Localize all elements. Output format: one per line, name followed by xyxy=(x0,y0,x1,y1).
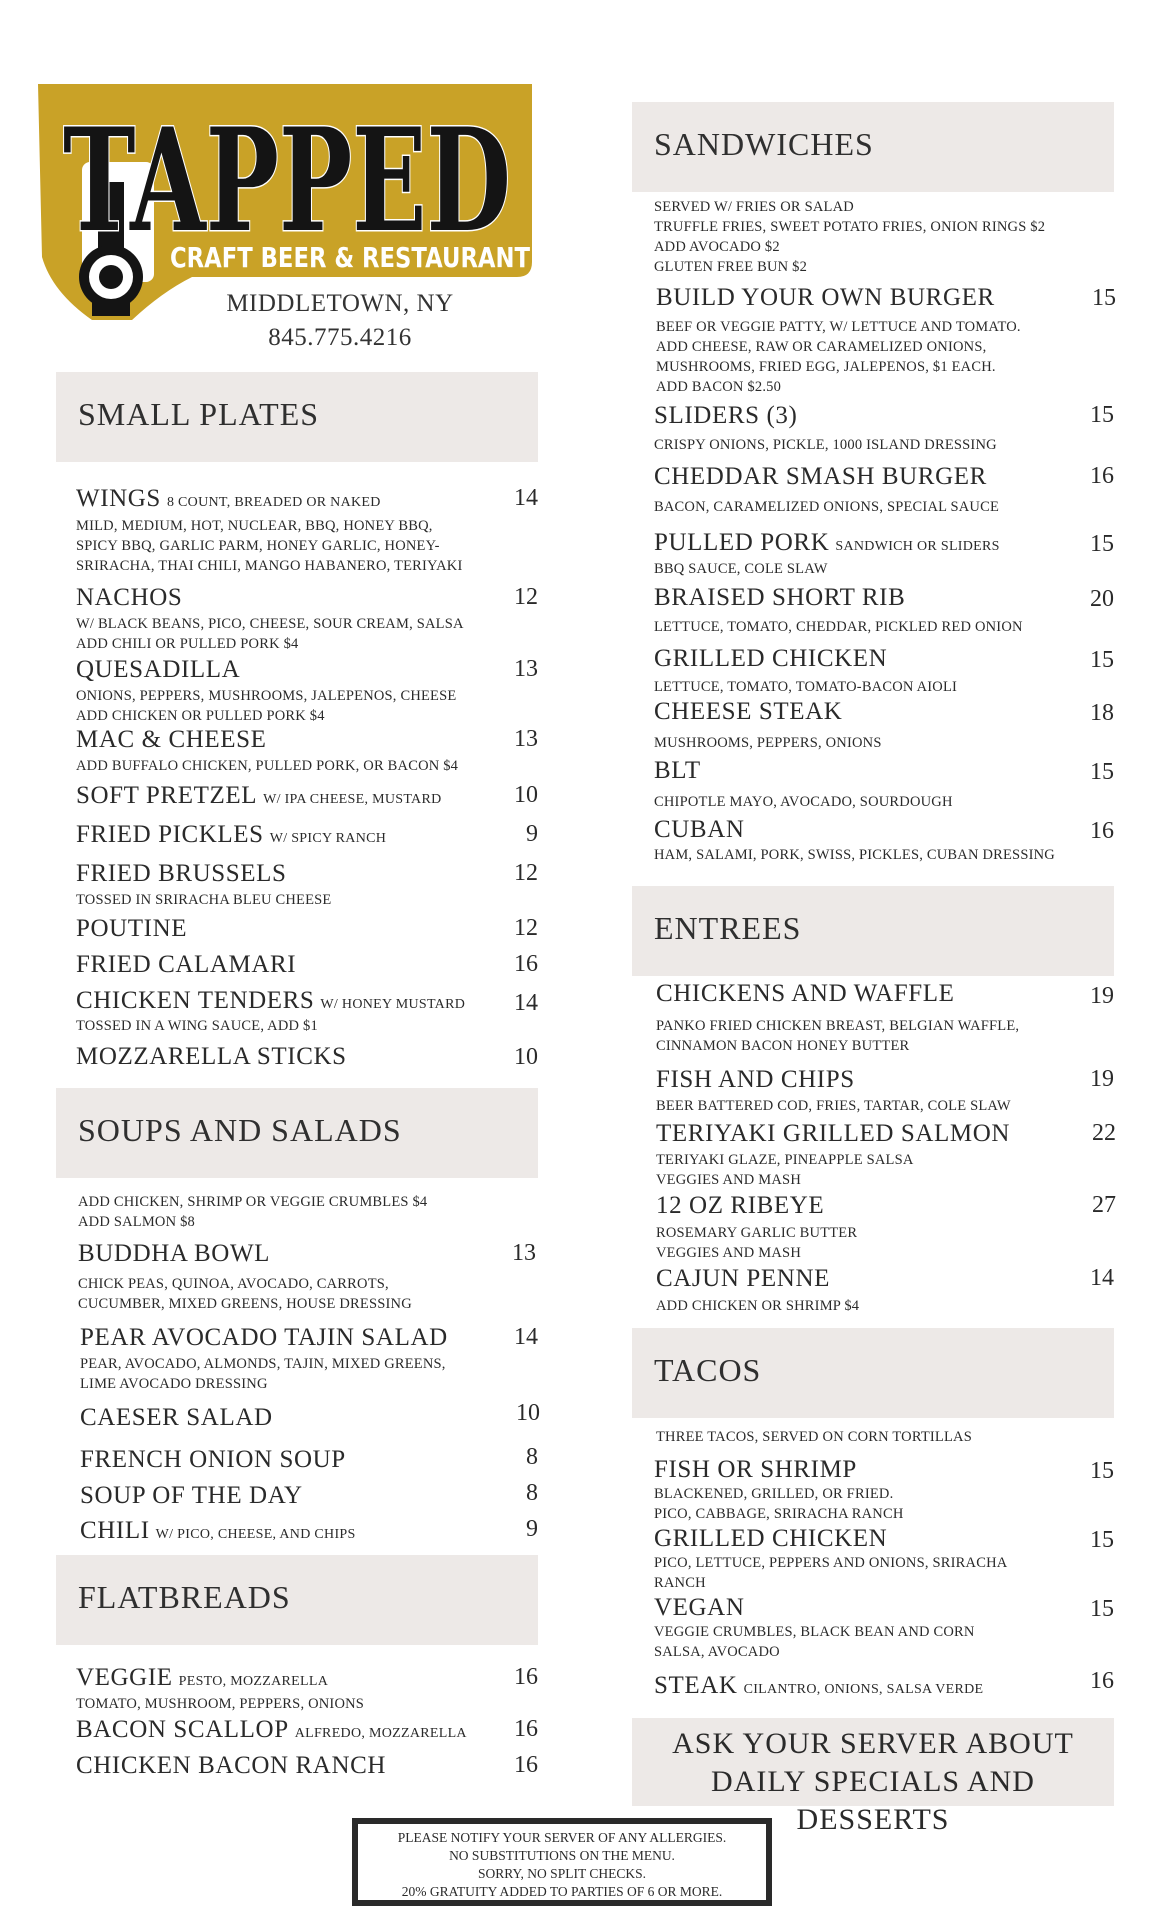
menu-item-name: VEGGIE PESTO, MOZZARELLA xyxy=(76,1664,329,1691)
menu-item-description: PANKO FRIED CHICKEN BREAST, BELGIAN WAFFLE, CINNAMON BACON HONEY BUTTER xyxy=(656,1018,1020,1054)
menu-item-price: 16 xyxy=(1090,1668,1114,1694)
menu-item-price: 16 xyxy=(1090,818,1114,844)
menu-item-description: ADD BUFFALO CHICKEN, PULLED PORK, OR BACON $4 xyxy=(76,758,459,774)
menu-item-description: ADD CHICKEN OR SHRIMP $4 xyxy=(656,1298,860,1314)
menu-item-description: BEER BATTERED COD, FRIES, TARTAR, COLE SLAW xyxy=(656,1098,1011,1114)
menu-item-name: FISH AND CHIPS xyxy=(656,1066,855,1093)
menu-item-price: 27 xyxy=(1092,1192,1116,1218)
menu-item-description: CHIPOTLE MAYO, AVOCADO, SOURDOUGH xyxy=(654,794,953,810)
menu-item-description: VEGGIE CRUMBLES, BLACK BEAN AND CORN SALSA, AVOCADO xyxy=(654,1624,975,1660)
section-header-flatbreads: FLATBREADS xyxy=(56,1555,538,1645)
menu-item-name: FRENCH ONION SOUP xyxy=(80,1446,346,1473)
menu-item-price: 15 xyxy=(1090,531,1114,557)
menu-item-price: 19 xyxy=(1090,1066,1114,1092)
menu-item-name: GRILLED CHICKEN xyxy=(654,1525,888,1552)
menu-item-price: 15 xyxy=(1090,402,1114,428)
menu-item-price: 10 xyxy=(514,1044,538,1070)
menu-item-name: TERIYAKI GRILLED SALMON xyxy=(656,1120,1011,1147)
menu-item-price: 14 xyxy=(514,1324,538,1350)
menu-item-description: ONIONS, PEPPERS, MUSHROOMS, JALEPENOS, CHEESE ADD CHICKEN OR PULLED PORK $4 xyxy=(76,688,457,724)
menu-item-description: BEEF OR VEGGIE PATTY, W/ LETTUCE AND TOMATO. ADD CHEESE, RAW OR CARAMELIZED ONIONS, MUSHROOMS, FRIED EGG, JALEPENOS, $1 EACH. ADD BACON $2.50 xyxy=(656,319,1021,395)
menu-item-name: CHICKEN TENDERS W/ HONEY MUSTARD xyxy=(76,987,466,1014)
menu-item-name: BUDDHA BOWL xyxy=(78,1240,271,1267)
menu-item-name: CUBAN xyxy=(654,816,745,843)
section-header-entrees: ENTREES xyxy=(632,886,1114,976)
menu-item-price: 12 xyxy=(514,584,538,610)
location-city: MIDDLETOWN, NY xyxy=(226,290,454,317)
menu-item-name: CAJUN PENNE xyxy=(656,1265,830,1292)
menu-item-price: 9 xyxy=(526,821,538,847)
menu-item-description: MUSHROOMS, PEPPERS, ONIONS xyxy=(654,735,882,751)
menu-item-price: 22 xyxy=(1092,1120,1116,1146)
menu-item-name: CHICKEN BACON RANCH xyxy=(76,1752,387,1779)
menu-item-price: 14 xyxy=(514,485,538,511)
menu-item-price: 15 xyxy=(1090,647,1114,673)
menu-item-name: FISH OR SHRIMP xyxy=(654,1456,857,1483)
menu-item-name: VEGAN xyxy=(654,1594,745,1621)
menu-item-name: BUILD YOUR OWN BURGER xyxy=(656,284,995,311)
specials-banner: ASK YOUR SERVER ABOUT DAILY SPECIALS AND DESSERTS xyxy=(632,1718,1114,1806)
menu-item-name: SOFT PRETZEL W/ IPA CHEESE, MUSTARD xyxy=(76,782,442,809)
menu-item-description: MILD, MEDIUM, HOT, NUCLEAR, BBQ, HONEY BBQ, SPICY BBQ, GARLIC PARM, HONEY GARLIC, HONEY- SRIRACHA, THAI CHILI, MANGO HABANERO, TERIYAKI xyxy=(76,518,463,574)
menu-item-price: 16 xyxy=(1090,463,1114,489)
menu-item-name: MOZZARELLA STICKS xyxy=(76,1043,347,1070)
menu-item-price: 9 xyxy=(526,1516,538,1542)
menu-item-price: 16 xyxy=(514,1664,538,1690)
menu-item-description: TOSSED IN A WING SAUCE, ADD $1 xyxy=(76,1018,318,1034)
menu-item-name: PEAR AVOCADO TAJIN SALAD xyxy=(80,1324,448,1351)
menu-item-price: 16 xyxy=(514,1716,538,1742)
menu-item-name: QUESADILLA xyxy=(76,656,241,683)
menu-item-description: ROSEMARY GARLIC BUTTER VEGGIES AND MASH xyxy=(656,1225,858,1261)
menu-item-description: HAM, SALAMI, PORK, SWISS, PICKLES, CUBAN DRESSING xyxy=(654,847,1055,863)
section-header-sandwiches: SANDWICHES xyxy=(632,102,1114,192)
menu-item-name: FRIED BRUSSELS xyxy=(76,860,287,887)
menu-item-name: 12 OZ RIBEYE xyxy=(656,1192,825,1219)
menu-item-description: PEAR, AVOCADO, ALMONDS, TAJIN, MIXED GREENS, LIME AVOCADO DRESSING xyxy=(80,1356,446,1392)
menu-item-name: FRIED CALAMARI xyxy=(76,951,297,978)
menu-item-price: 15 xyxy=(1090,1596,1114,1622)
logo-wordmark: TAPPED xyxy=(63,98,511,264)
menu-item-description: TERIYAKI GLAZE, PINEAPPLE SALSA VEGGIES AND MASH xyxy=(656,1152,914,1188)
menu-item-price: 13 xyxy=(514,656,538,682)
menu-item-price: 20 xyxy=(1090,586,1114,612)
menu-item-name: BACON SCALLOP ALFREDO, MOZZARELLA xyxy=(76,1716,467,1743)
menu-item-name: MAC & CHEESE xyxy=(76,726,267,753)
menu-item-name: WINGS 8 COUNT, BREADED OR NAKED xyxy=(76,485,381,512)
section-intro: THREE TACOS, SERVED ON CORN TORTILLAS xyxy=(656,1429,972,1445)
menu-item-name: CAESER SALAD xyxy=(80,1404,273,1431)
menu-item-description: TOSSED IN SRIRACHA BLEU CHEESE xyxy=(76,892,332,908)
menu-item-description: BLACKENED, GRILLED, OR FRIED. PICO, CABBAGE, SRIRACHA RANCH xyxy=(654,1486,904,1522)
menu-item-price: 8 xyxy=(526,1480,538,1506)
menu-item-name: FRIED PICKLES W/ SPICY RANCH xyxy=(76,821,387,848)
tapped-logo xyxy=(32,72,542,320)
policy-notice: PLEASE NOTIFY YOUR SERVER OF ANY ALLERGIES. NO SUBSTITUTIONS ON THE MENU. SORRY, NO SPLIT CHECKS. 20% GRATUITY ADDED TO PARTIES OF 6 OR MORE. xyxy=(352,1818,772,1906)
section-intro: ADD CHICKEN, SHRIMP OR VEGGIE CRUMBLES $4 ADD SALMON $8 xyxy=(78,1194,428,1230)
menu-item-price: 13 xyxy=(512,1240,536,1266)
menu-item-description: W/ BLACK BEANS, PICO, CHEESE, SOUR CREAM, SALSA ADD CHILI OR PULLED PORK $4 xyxy=(76,616,464,652)
menu-item-name: CHICKENS AND WAFFLE xyxy=(656,980,955,1007)
menu-item-price: 19 xyxy=(1090,983,1114,1009)
menu-item-price: 16 xyxy=(514,951,538,977)
menu-item-description: BBQ SAUCE, COLE SLAW xyxy=(654,561,828,577)
menu-item-price: 12 xyxy=(514,915,538,941)
menu-item-description: CHICK PEAS, QUINOA, AVOCADO, CARROTS, CUCUMBER, MIXED GREENS, HOUSE DRESSING xyxy=(78,1276,412,1312)
menu-item-price: 15 xyxy=(1090,1458,1114,1484)
logo-subtitle: CRAFT BEER & RESTAURANT xyxy=(170,241,530,274)
menu-item-description: PICO, LETTUCE, PEPPERS AND ONIONS, SRIRACHA RANCH xyxy=(654,1555,1008,1591)
menu-item-price: 16 xyxy=(514,1752,538,1778)
menu-item-price: 12 xyxy=(514,860,538,886)
menu-item-name: BRAISED SHORT RIB xyxy=(654,584,906,611)
menu-item-name: SOUP OF THE DAY xyxy=(80,1482,303,1509)
menu-item-name: STEAK CILANTRO, ONIONS, SALSA VERDE xyxy=(654,1672,984,1699)
menu-item-price: 13 xyxy=(514,726,538,752)
menu-item-price: 10 xyxy=(516,1400,540,1426)
menu-item-name: GRILLED CHICKEN xyxy=(654,645,888,672)
menu-item-description: TOMATO, MUSHROOM, PEPPERS, ONIONS xyxy=(76,1696,365,1712)
menu-item-price: 8 xyxy=(526,1444,538,1470)
menu-item-price: 15 xyxy=(1090,1527,1114,1553)
section-header-small-plates: SMALL PLATES xyxy=(56,372,538,462)
menu-item-name: CHEESE STEAK xyxy=(654,698,843,725)
menu-item-name: BLT xyxy=(654,757,701,784)
menu-item-description: BACON, CARAMELIZED ONIONS, SPECIAL SAUCE xyxy=(654,499,1000,515)
menu-item-price: 10 xyxy=(514,782,538,808)
menu-item-price: 15 xyxy=(1090,759,1114,785)
menu-item-name: CHILI W/ PICO, CHEESE, AND CHIPS xyxy=(80,1517,356,1544)
menu-item-description: CRISPY ONIONS, PICKLE, 1000 ISLAND DRESSING xyxy=(654,437,997,453)
menu-item-name: NACHOS xyxy=(76,584,183,611)
menu-item-name: POUTINE xyxy=(76,915,188,942)
menu-item-description: LETTUCE, TOMATO, TOMATO-BACON AIOLI xyxy=(654,679,958,695)
menu-item-price: 14 xyxy=(514,990,538,1016)
menu-item-name: CHEDDAR SMASH BURGER xyxy=(654,463,987,490)
menu-item-price: 18 xyxy=(1090,700,1114,726)
menu-item-description: LETTUCE, TOMATO, CHEDDAR, PICKLED RED ONION xyxy=(654,619,1023,635)
menu-item-price: 15 xyxy=(1092,285,1116,311)
menu-item-name: PULLED PORK SANDWICH OR SLIDERS xyxy=(654,529,1000,556)
phone-number: 845.775.4216 xyxy=(268,324,412,351)
menu-item-price: 14 xyxy=(1090,1265,1114,1291)
section-intro: SERVED W/ FRIES OR SALAD TRUFFLE FRIES, SWEET POTATO FRIES, ONION RINGS $2 ADD AVOCADO $2 GLUTEN FREE BUN $2 xyxy=(654,199,1046,275)
section-header-soups-salads: SOUPS AND SALADS xyxy=(56,1088,538,1178)
menu-item-name: SLIDERS (3) xyxy=(654,402,798,429)
section-header-tacos: TACOS xyxy=(632,1328,1114,1418)
